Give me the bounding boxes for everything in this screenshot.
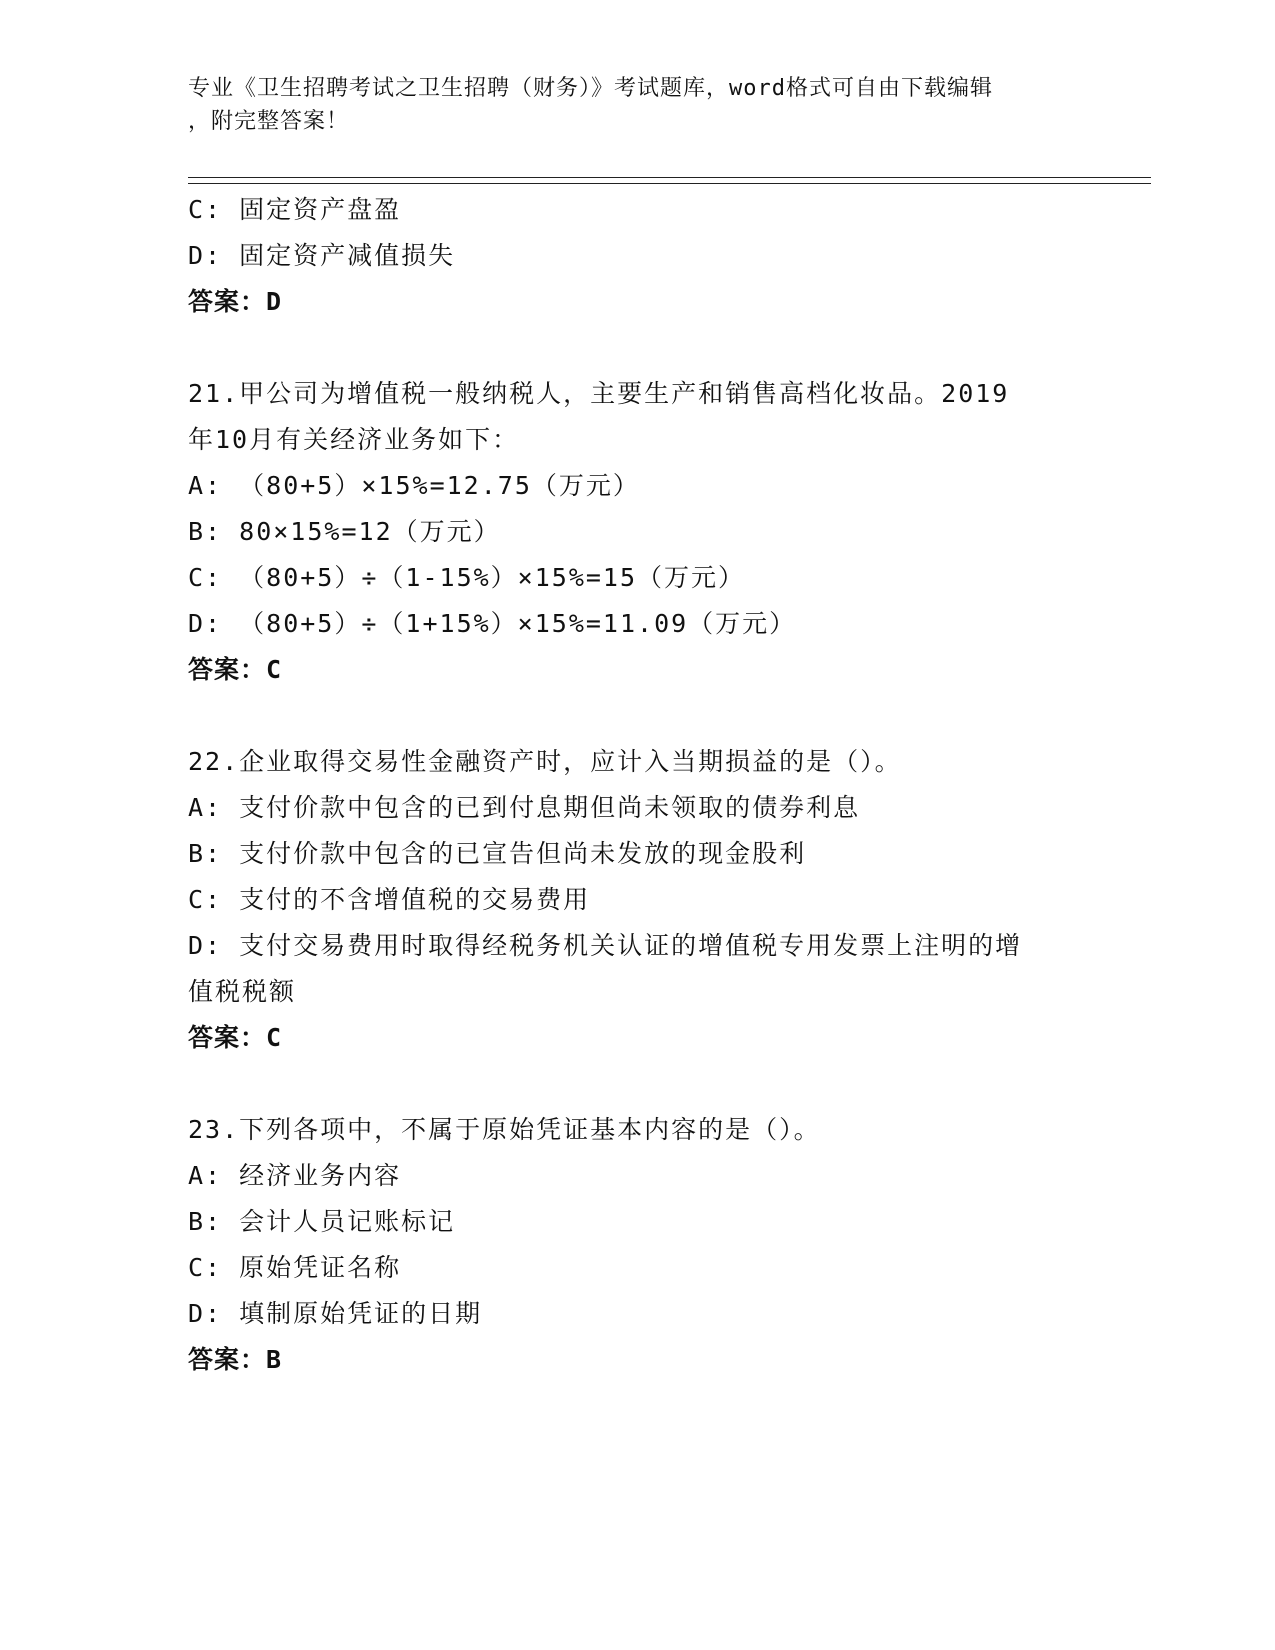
question-line: A: 支付价款中包含的已到付息期但尚未领取的债券利息 bbox=[188, 793, 861, 822]
question-line: C: 原始凭证名称 bbox=[188, 1253, 402, 1282]
question-line: 22.企业取得交易性金融资产时，应计入当期损益的是（）。 bbox=[188, 747, 902, 776]
answer-line: 答案：C bbox=[188, 655, 283, 684]
question-block bbox=[188, 371, 1088, 693]
question-line: 值税税额 bbox=[188, 977, 297, 1006]
question-line: 年10月有关经济业务如下： bbox=[188, 425, 520, 454]
question-block bbox=[188, 187, 1088, 325]
question-line: D: 固定资产减值损失 bbox=[188, 241, 456, 270]
question-line: A: 经济业务内容 bbox=[188, 1161, 402, 1190]
question-block bbox=[188, 1107, 1088, 1383]
block-spacer bbox=[188, 325, 1088, 371]
block-spacer bbox=[188, 1061, 1088, 1107]
question-line: C: 固定资产盘盈 bbox=[188, 195, 402, 224]
header-divider-top bbox=[188, 177, 1151, 178]
answer-line: 答案：C bbox=[188, 1023, 283, 1052]
question-line: B: 支付价款中包含的已宣告但尚未发放的现金股利 bbox=[188, 839, 807, 868]
question-line: A: （80+5）×15%=12.75（万元） bbox=[188, 471, 640, 500]
header-line-2: ，附完整答案！ bbox=[188, 109, 350, 134]
block-spacer bbox=[188, 693, 1088, 739]
question-line: C: 支付的不含增值税的交易费用 bbox=[188, 885, 591, 914]
question-line: 23.下列各项中，不属于原始凭证基本内容的是（）。 bbox=[188, 1115, 821, 1144]
answer-line: 答案：B bbox=[188, 1345, 283, 1374]
question-line: 21.甲公司为增值税一般纳税人，主要生产和销售高档化妆品。2019 bbox=[188, 379, 1010, 408]
question-line: B: 会计人员记账标记 bbox=[188, 1207, 456, 1236]
question-list bbox=[188, 187, 1088, 1383]
question-block bbox=[188, 739, 1088, 1061]
answer-line: 答案：D bbox=[188, 287, 283, 316]
question-line: D: （80+5）÷（1+15%）×15%=11.09（万元） bbox=[188, 609, 797, 638]
document-header bbox=[188, 72, 1088, 138]
question-line: D: 支付交易费用时取得经税务机关认证的增值税专用发票上注明的增 bbox=[188, 931, 1023, 960]
header-line-1: 专业《卫生招聘考试之卫生招聘（财务）》考试题库，word格式可自由下载编辑 bbox=[188, 76, 993, 101]
question-line: C: （80+5）÷（1-15%）×15%=15（万元） bbox=[188, 563, 746, 592]
header-divider-bottom bbox=[188, 183, 1151, 184]
question-line: D: 填制原始凭证的日期 bbox=[188, 1299, 483, 1328]
question-line: B: 80×15%=12（万元） bbox=[188, 517, 501, 546]
